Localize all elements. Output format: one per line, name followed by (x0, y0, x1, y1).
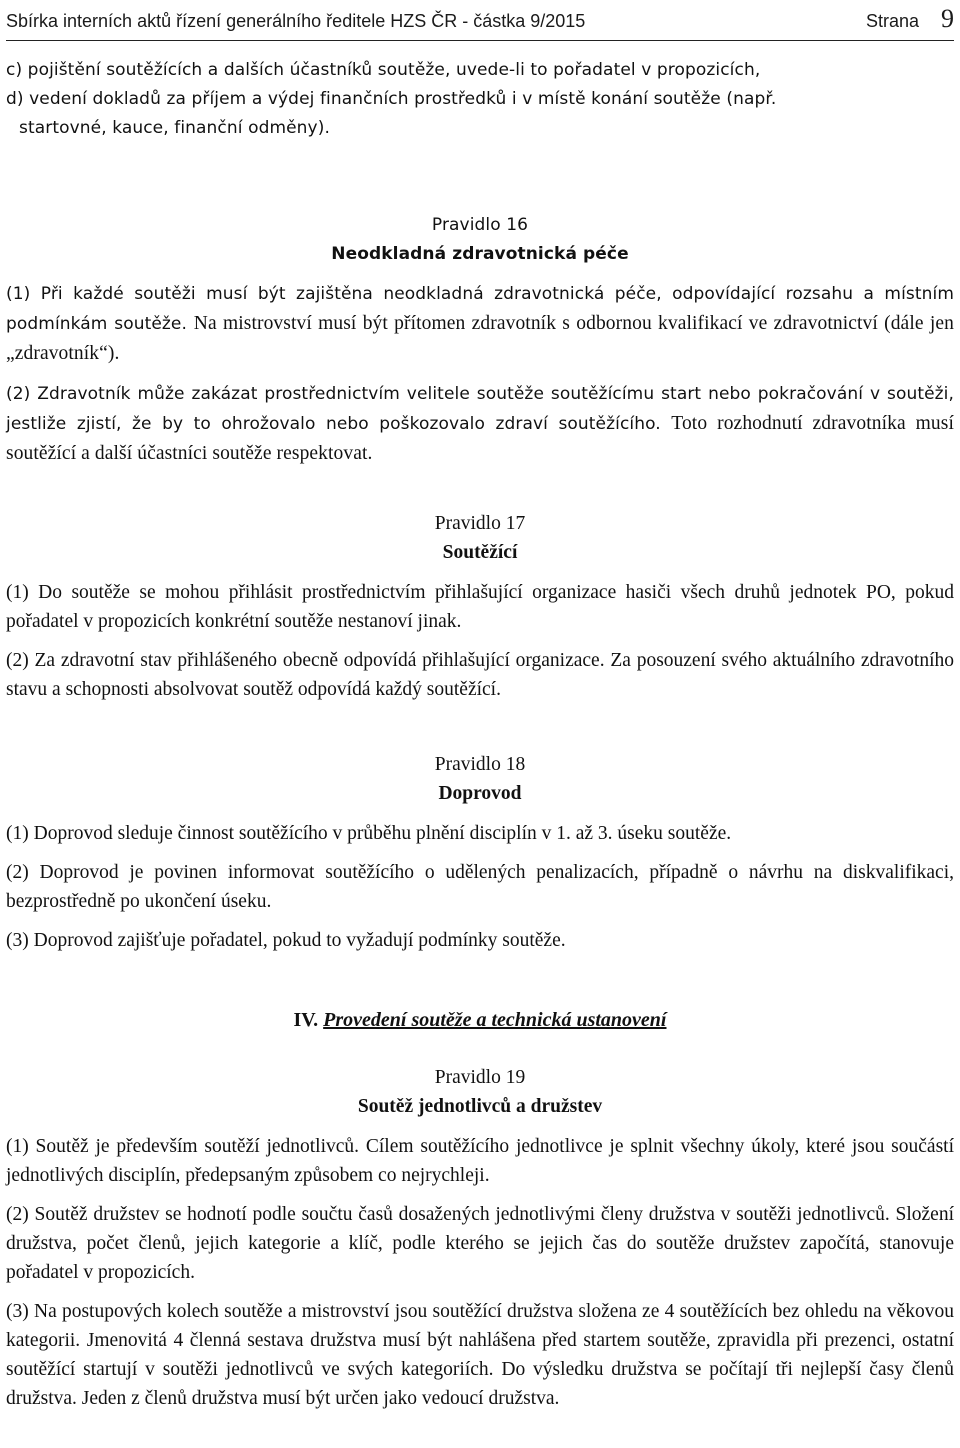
rule-19-number: Pravidlo 19 (434, 1067, 526, 1088)
rule-17-para-1: (1) Do soutěže se mohou přihlásit prostřednictvím přihlašující organizace hasiči všech druhů jednotek PO, pokud pořadatel v propozicích konkrétní soutěže nestanoví jinak. (6, 582, 954, 632)
rule-16-para-1: (1) Při každé soutěži musí být zajištěna neodkladná zdravotnická péče, odpovídající rozsahu a místním podmínkám soutěže. Na mistrovství musí být přítomen zdravotník s odbornou kvalifikací ve zdravotnictví (dále jen „zdravotník“). (6, 284, 954, 364)
list-item-c: c) pojištění soutěžících a dalších účastníků soutěže, uvede-li to pořadatel v propozicích, (6, 60, 761, 80)
rule-16-number: Pravidlo 16 (431, 215, 529, 235)
rule-19-para-1: (1) Soutěž je především soutěží jednotlivců. Cílem soutěžícího jednotlivce je splnit všechny úkoly, které jsou součástí jednotlivých disciplín, předepsaným způsobem co nejrychleji. (6, 1136, 954, 1186)
rule-18-para-3: (3) Doprovod zajišťuje pořadatel, pokud to vyžadují podmínky soutěže. (6, 930, 566, 951)
rule-18-number: Pravidlo 18 (434, 754, 526, 775)
rule-16-para-2: (2) Zdravotník může zakázat prostřednictvím velitele soutěže soutěžícímu start nebo pokračování v soutěži, jestliže zjistí, že by to ohrožovalo nebo poškozovalo zdraví soutěžícího. Toto rozhodnutí zdravotníka musí soutěžící a další účastníci soutěže respektovat. (6, 384, 954, 464)
list-item-d: d) vedení dokladů za příjem a výdej finančních prostředků i v místě konání soutěže (např. (6, 89, 777, 109)
rule-16 (6, 211, 954, 469)
page-label: Strana (865, 11, 919, 31)
chapter-title: Provedení soutěže a technická ustanovení (323, 1009, 667, 1031)
rule-17-number: Pravidlo 17 (434, 513, 526, 534)
rule-16-title: Neodkladná zdravotnická péče (331, 244, 629, 264)
rule-19 (6, 1063, 954, 1413)
rule-17 (6, 509, 954, 704)
rule-19-para-3: (3) Na postupových kolech soutěže a mistrovství jsou soutěžící družstva složena ze 4 soutěžících bez ohledu na věkovou kategorii. Jmenovitá 4 členná sestava družstva musí být nahlášena před startem soutěže, zpravidla při prezenci, ostatní soutěžící startují v soutěži jednotlivců ve svých kategoriích. Do výsledku družstva se počítají tři nejlepší časy členů družstva. Jeden z členů družstva musí být určen jako vedoucí družstva. (6, 1301, 954, 1409)
chapter-number: IV. (293, 1009, 319, 1031)
page-number-box (866, 4, 954, 34)
rule-17-para-2: (2) Za zdravotní stav přihlášeného obecně odpovídá přihlašující organizace. Za posouzení svého aktuálního zdravotního stavu a schopnosti absolvovat soutěž odpovídá každý soutěžící. (6, 650, 954, 700)
rule-17-title: Soutěžící (442, 542, 518, 563)
page-header (6, 0, 954, 41)
page-number: 9 (941, 4, 954, 33)
rule-19-title: Soutěž jednotlivců a družstev (357, 1096, 603, 1117)
header-title: Sbírka interních aktů řízení generálního ředitele HZS ČR - částka 9/2015 (6, 11, 586, 31)
rule-19-para-2: (2) Soutěž družstev se hodnotí podle součtu časů dosažených jednotlivými členy družstva v soutěži jednotlivců. Složení družstva, počet členů, jejich kategorie a klíč, podle kterého se jejich čas do soutěže družstev započítá, stanovuje pořadatel v propozicích. (6, 1204, 954, 1283)
rule-18-para-2: (2) Doprovod je povinen informovat soutěžícího o udělených penalizacích, případně o návrhu na diskvalifikaci, bezprostředně po ukončení úseku. (6, 862, 954, 912)
intro-list (6, 56, 954, 143)
rule-18-title: Doprovod (438, 783, 522, 804)
rule-18 (6, 750, 954, 955)
chapter-heading (6, 1006, 954, 1035)
list-item-d-cont: startovné, kauce, finanční odměny). (19, 118, 330, 138)
rule-18-para-1: (1) Doprovod sleduje činnost soutěžícího v průběhu plnění disciplín v 1. až 3. úseku soutěže. (6, 823, 732, 844)
